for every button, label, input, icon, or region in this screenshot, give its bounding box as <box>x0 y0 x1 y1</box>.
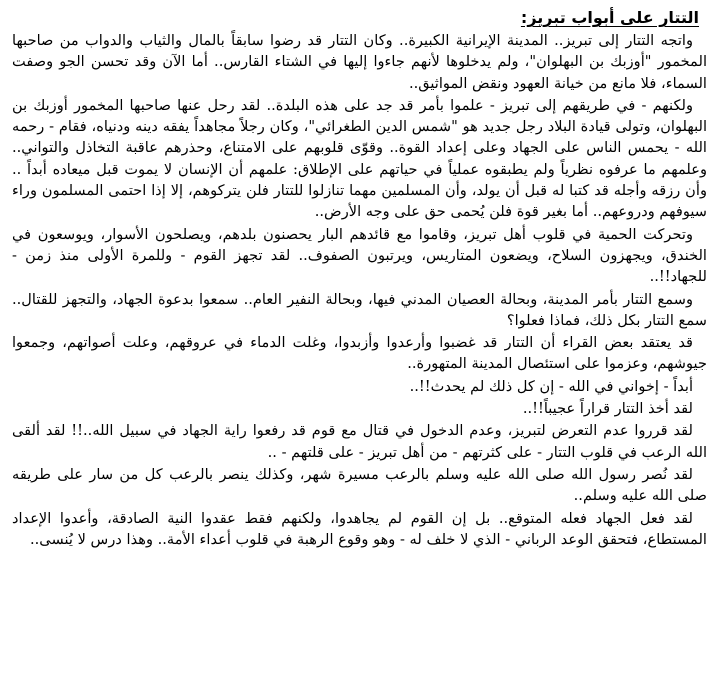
paragraph: واتجه التتار إلى تبريز.. المدينة الإيرانية الكبيرة.. وكان التتار قد رضوا سابقاً بالمال والثياب والدواب من صاحبها المخمور "أوزبك بن البهلوان"، ولم يدخلوها لأنهم جاءوا إليها في الشتاء القارس.. أما الآن وقد تحسن الجو وصفت السماء، فلا مانع من خيانة العهود ونقض المواثيق.. <box>12 32 707 92</box>
paragraph: وتحركت الحمية في قلوب أهل تبريز، وقاموا مع قائدهم البار يحصنون بلدهم، ويصلحون الأسوار، ويوسعون في الخندق، ويجهزون السلاح، ويضعون المتاريس، ويرتبون الصفوف.. لقد تجهز القوم - وللمرة الأولى منذ زمن - للجهاد!!.. <box>12 225 707 286</box>
paragraph: لقد نُصر رسول الله صلى الله عليه وسلم بالرعب مسيرة شهر، وكذلك ينصر بالرعب كل من سار على طريقه صلى الله عليه وسلم.. <box>12 465 707 505</box>
paragraph: لقد أخذ التتار قراراً عجيباً!!.. <box>522 400 693 418</box>
paragraph: ولكنهم - في طريقهم إلى تبريز - علموا بأمر قد جد على هذه البلدة.. لقد رحل عنها صاحبها المخمور أوزبك بن البهلوان، وتولى قيادة البلاد رجل جديد هو "شمس الدين الطغرائي"، وكان رجلاً مجاهداً يفقه دينه ودنياه، فقام - رحمه الله - يحمس الناس على الجهاد وعلى إعداد القوة.. وقوّى قلوبهم على الامتناع، وحذرهم عاقبة التخاذل والتواني.. وعلمهم ما عرفوه نظرياً ولم يطبقوه عملياً في حياتهم على الإطلاق: علمهم أن الإنسان لا يموت قبل ميعاده أبداً .. وأن رزقه وأجله قد كتبا له قبل أن يولد، وأن المسلمين مهما تنازلوا للتتار فلن يتركوهم، إلا إذا احتمى المسلمون وراء سيوفهم ودروعهم.. أما بغير قوة فلن يُحمى حق على وجه الأرض.. <box>12 96 707 221</box>
paragraph: أبداً - إخواني في الله - إن كل ذلك لم يحدث!!.. <box>409 377 693 395</box>
paragraph: قد يعتقد بعض القراء أن التتار قد غضبوا وأرعدوا وأزبدوا، وغلت الدماء في عروقهم، وعلت أصواتهم، وجمعوا جيوشهم، وعزموا على استئصال المدينة المتهورة.. <box>12 334 707 373</box>
paragraph: لقد فعل الجهاد فعله المتوقع.. بل إن القوم لم يجاهدوا، ولكنهم فقط عقدوا النية الصادقة، وأعدوا الإعداد المستطاع، فتحقق الوعد الرباني - الذي لا خلف له - وهو وقوع الرهبة في قلوب أعداء الأمة.. وهذا درس لا يُنسى.. <box>12 509 707 548</box>
section-title: التتار على أبواب تبريز: <box>520 8 699 27</box>
paragraph: لقد قرروا عدم التعرض لتبريز، وعدم الدخول في قتال مع قوم قد رفعوا راية الجهاد في سبيل الله..!! لقد ألقى الله الرعب في قلوب التتار - على كثرتهم - من أهل تبريز - على قلتهم - .. <box>12 422 707 461</box>
paragraph: وسمع التتار بأمر المدينة، وبحالة العصيان المدني فيها، وبحالة النفير العام.. سمعوا بدعوة الجهاد، والتجهز للقتال.. سمع التتار بكل ذلك، فماذا فعلوا؟ <box>12 290 707 329</box>
